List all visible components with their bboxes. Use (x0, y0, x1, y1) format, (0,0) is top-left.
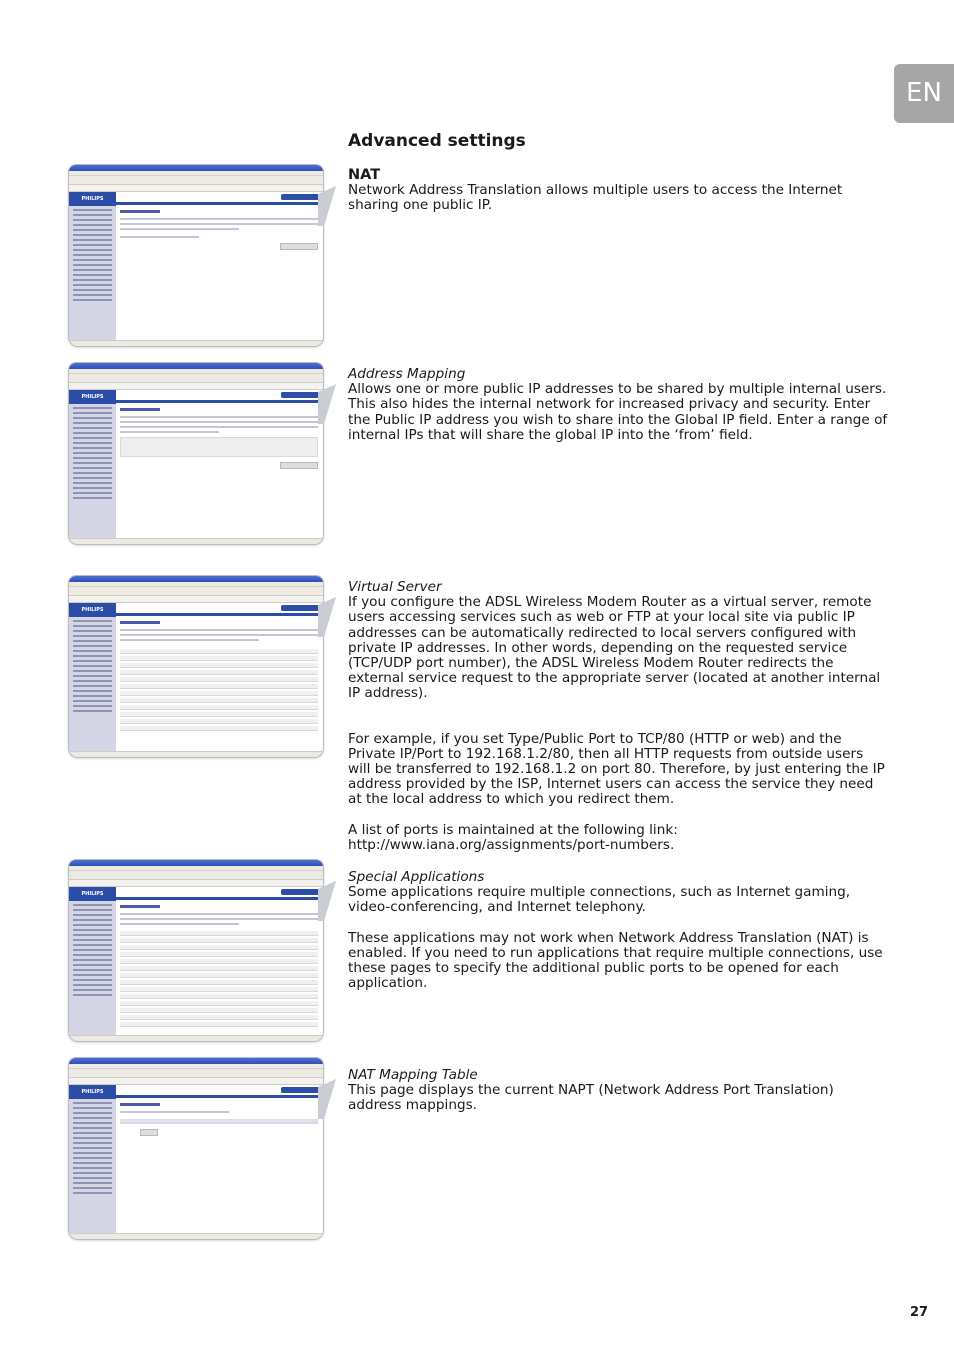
nat-body: Network Address Translation allows multiple users to access the Internet sharing one public IP. (348, 182, 843, 214)
philips-logo: PHILIPS (69, 603, 116, 617)
special-applications-screenshot (68, 859, 324, 1042)
virtual-server-section (348, 580, 888, 853)
nat-mapping-table-body: This page displays the current NAPT (Network Address Port Translation) address mappings. (348, 1082, 834, 1114)
nat-mapping-table-section (348, 1068, 888, 1114)
nat-mapping-table-title: NAT Mapping Table (348, 1067, 478, 1083)
pointer-chevron-5 (318, 1079, 338, 1119)
address-mapping-body: Allows one or more public IP addresses to be shared by multiple internal users. This also hides the internal network for increased privacy and security. Enter the Public IP address you wish to share into the Global IP field. Enter a range of internal IPs that will share the global IP into the ‘from’ field. (348, 381, 888, 443)
page-heading: Advanced settings (348, 131, 526, 151)
nat-title: NAT (348, 167, 381, 183)
address-mapping-screenshot (68, 362, 324, 545)
pointer-chevron-3 (318, 597, 338, 637)
philips-logo: PHILIPS (69, 390, 116, 404)
virtual-server-body-2: For example, if you set Type/Public Port to TCP/80 (HTTP or web) and the Private IP/Port to 192.168.1.2/80, then all HTTP requests from outside users will be transferred to 192.168.1.2 on port 80. Therefore, by just entering the IP address provided by the ISP, Internet users can access the service they need at the local address to which you redirect them. (348, 730, 885, 808)
nat-mapping-table-screenshot (68, 1057, 324, 1240)
special-applications-body-2: These applications may not work when Network Address Translation (NAT) is enabled. If you need to run applications that require multiple connections, use these pages to specify the additional public ports to be opened for each application. (348, 929, 883, 992)
address-mapping-title: Address Mapping (348, 366, 466, 382)
nat-settings-screenshot (68, 164, 324, 347)
special-applications-body-1: Some applications require multiple connections, such as Internet gaming, video-conferencing, and Internet telephony. (348, 884, 851, 916)
pointer-chevron-2 (318, 384, 338, 424)
pointer-chevron-4 (318, 881, 338, 921)
philips-logo: PHILIPS (69, 1085, 116, 1099)
pointer-chevron-1 (318, 186, 338, 226)
virtual-server-title: Virtual Server (348, 579, 442, 595)
language-tab-en: EN (894, 64, 954, 123)
virtual-server-body-1: If you configure the ADSL Wireless Modem Router as a virtual server, remote users accessing services such as web or FTP at your local site via public IP addresses can be automatically redirected to local servers configured with private IP addresses. In other words, depending on the requested service (TCP/UDP port number), the ADSL Wireless Modem Router redirects the external service request to the appropriate server (located at another internal IP address). (348, 594, 881, 702)
page-number: 27 (910, 1305, 929, 1320)
virtual-server-body-3: A list of ports is maintained at the following link: (348, 821, 678, 838)
virtual-server-screenshot (68, 575, 324, 758)
nat-section (348, 168, 888, 214)
port-numbers-link[interactable]: http://www.iana.org/assignments/port-numbers. (348, 836, 675, 853)
special-applications-section (348, 870, 888, 991)
address-mapping-section (348, 367, 888, 443)
philips-logo: PHILIPS (69, 887, 116, 901)
special-applications-title: Special Applications (348, 869, 485, 885)
philips-logo: PHILIPS (69, 192, 116, 206)
